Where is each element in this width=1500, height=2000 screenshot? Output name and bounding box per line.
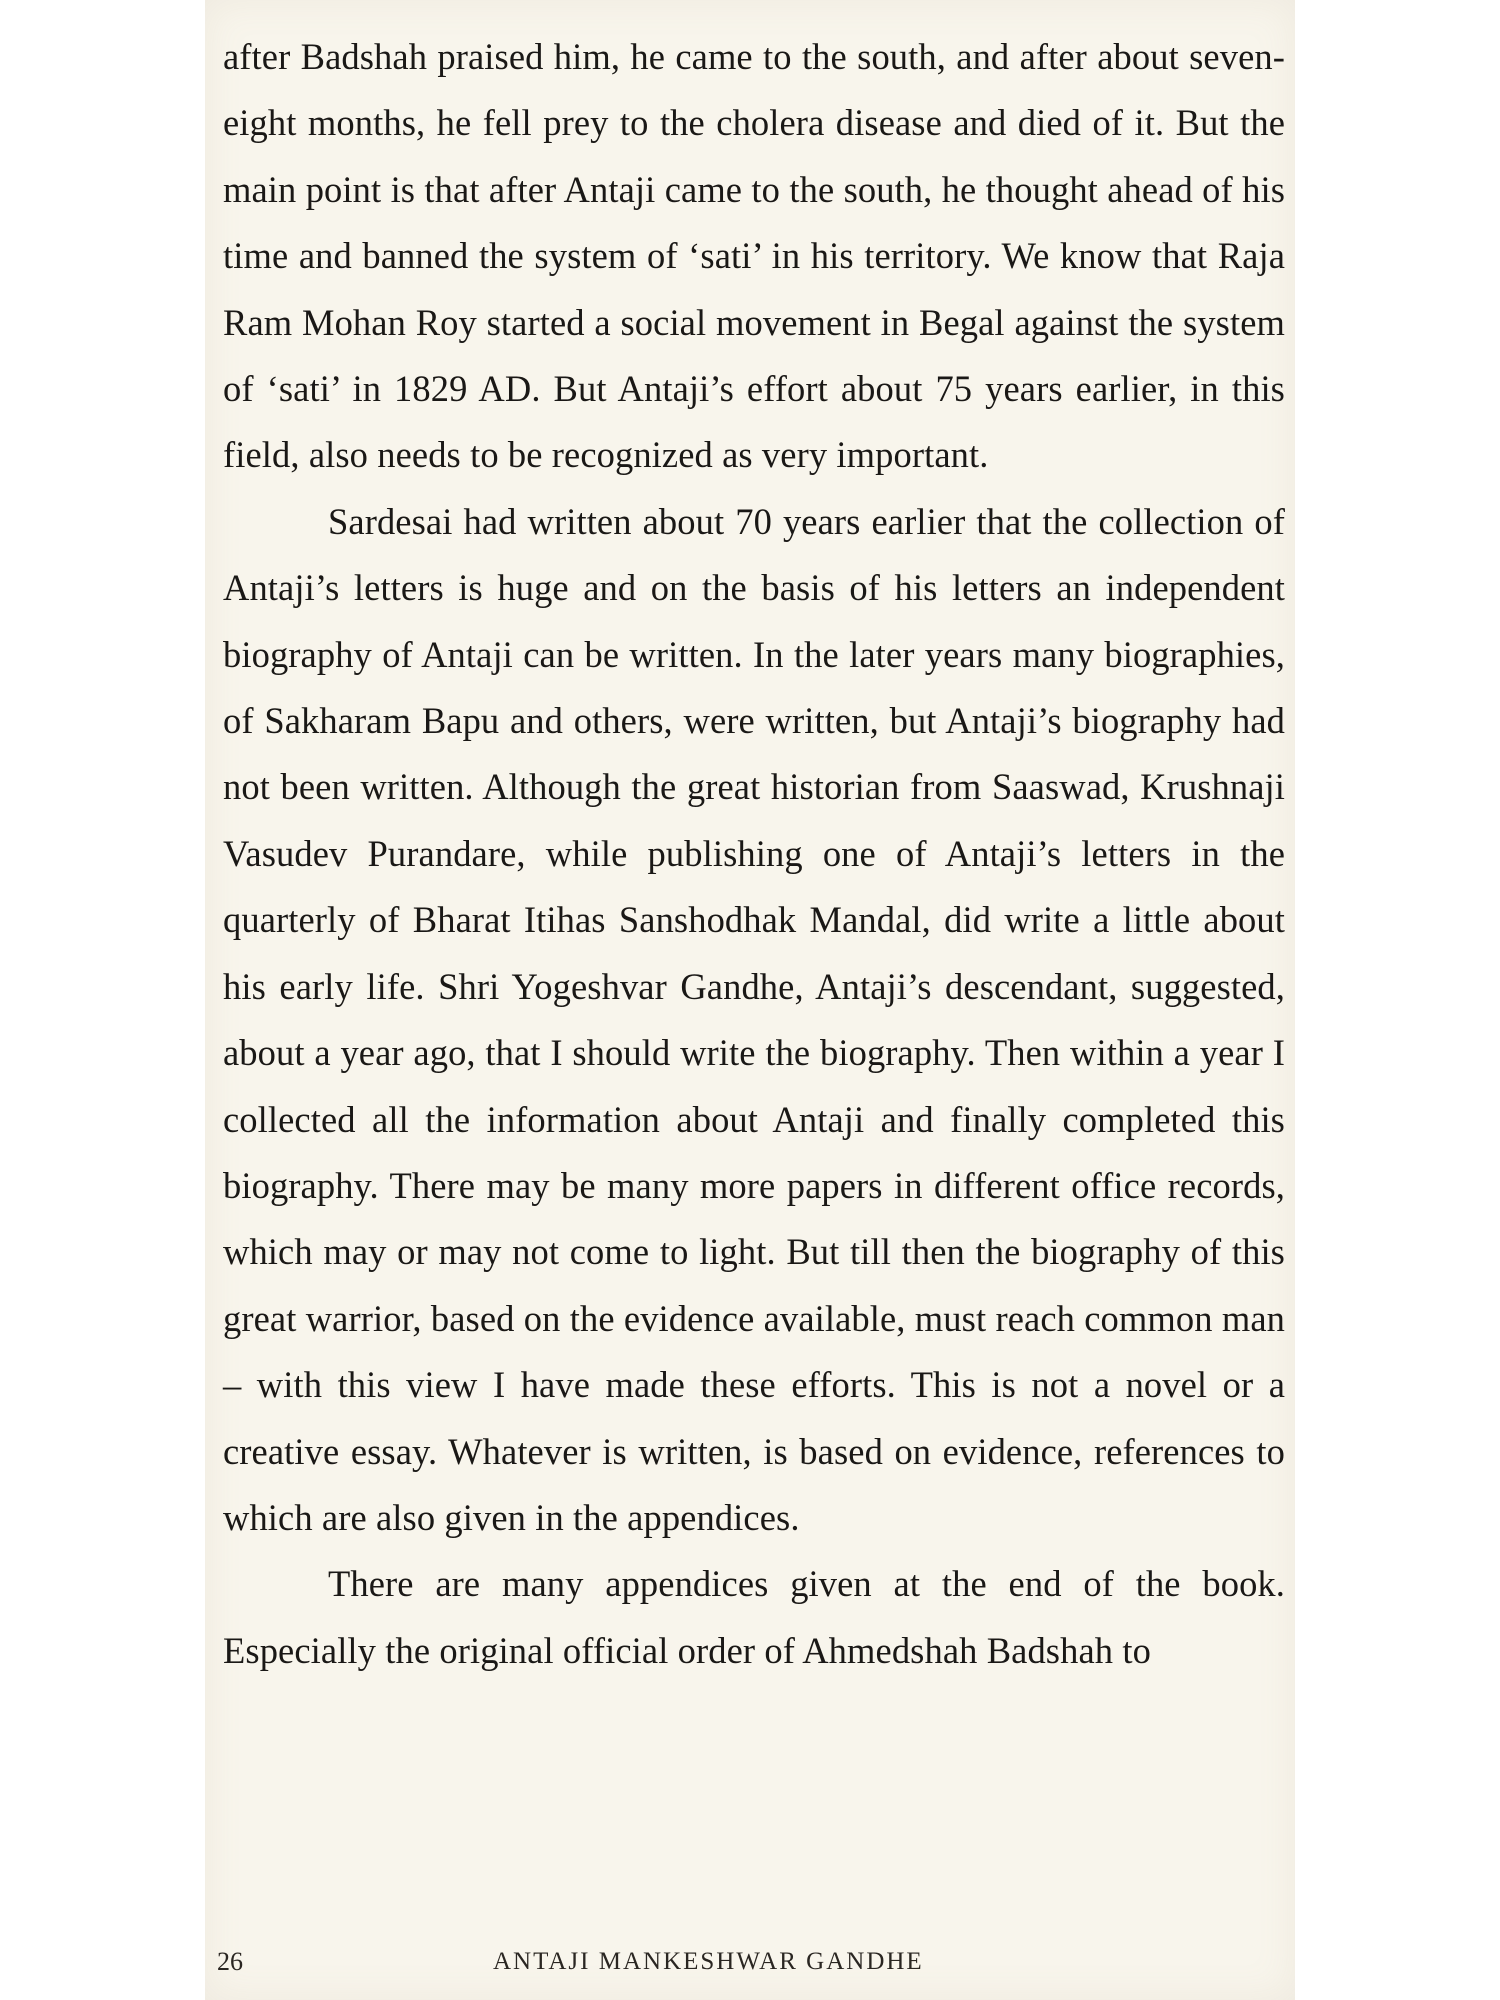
body-text xyxy=(223,24,1285,1684)
paragraph-2: Sardesai had written about 70 years earlier that the collection of Antaji’s letters is huge and on the basis of his letters an independent biography of Antaji can be written. In the later years many biographies, of Sakharam Bapu and others, were written, but Antaji’s biography had not been written. Although the great historian from Saaswad, Krushnaji Vasudev Purandare, while publishing one of Antaji’s letters in the quarterly of Bharat Itihas Sanshodhak Mandal, did write a little about his early life. Shri Yogeshvar Gandhe, Antaji’s descendant, suggested, about a year ago, that I should write the biography. Then within a year I collected all the information about Antaji and finally completed this biography. There may be many more papers in different office records, which may or may not come to light. But till then the biography of this great warrior, based on the evidence available, must reach common man – with this view I have made these efforts. This is not a novel or a creative essay. Whatever is written, is based on evidence, references to which are also given in the appendices. xyxy=(223,500,1285,1538)
paragraph-3: There are many appendices given at the end of the book. Especially the original official order of Ahmedshah Badshah to xyxy=(223,1563,1285,1671)
running-title: ANTAJI MANKESHWAR GANDHE xyxy=(493,1948,924,1975)
paragraph-1: after Badshah praised him, he came to the south, and after about seven-eight months, he fell prey to the cholera disease and died of it. But the main point is that after Antaji came to the south, he thought ahead of his time and banned the system of ‘sati’ in his territory. We know that Raja Ram Mohan Roy started a social movement in Begal against the system of ‘sati’ in 1829 AD. But Antaji’s effort about 75 years earlier, in this field, also needs to be recognized as very important. xyxy=(223,36,1285,476)
book-page xyxy=(205,0,1295,2000)
page-number: 26 xyxy=(217,1947,243,1976)
